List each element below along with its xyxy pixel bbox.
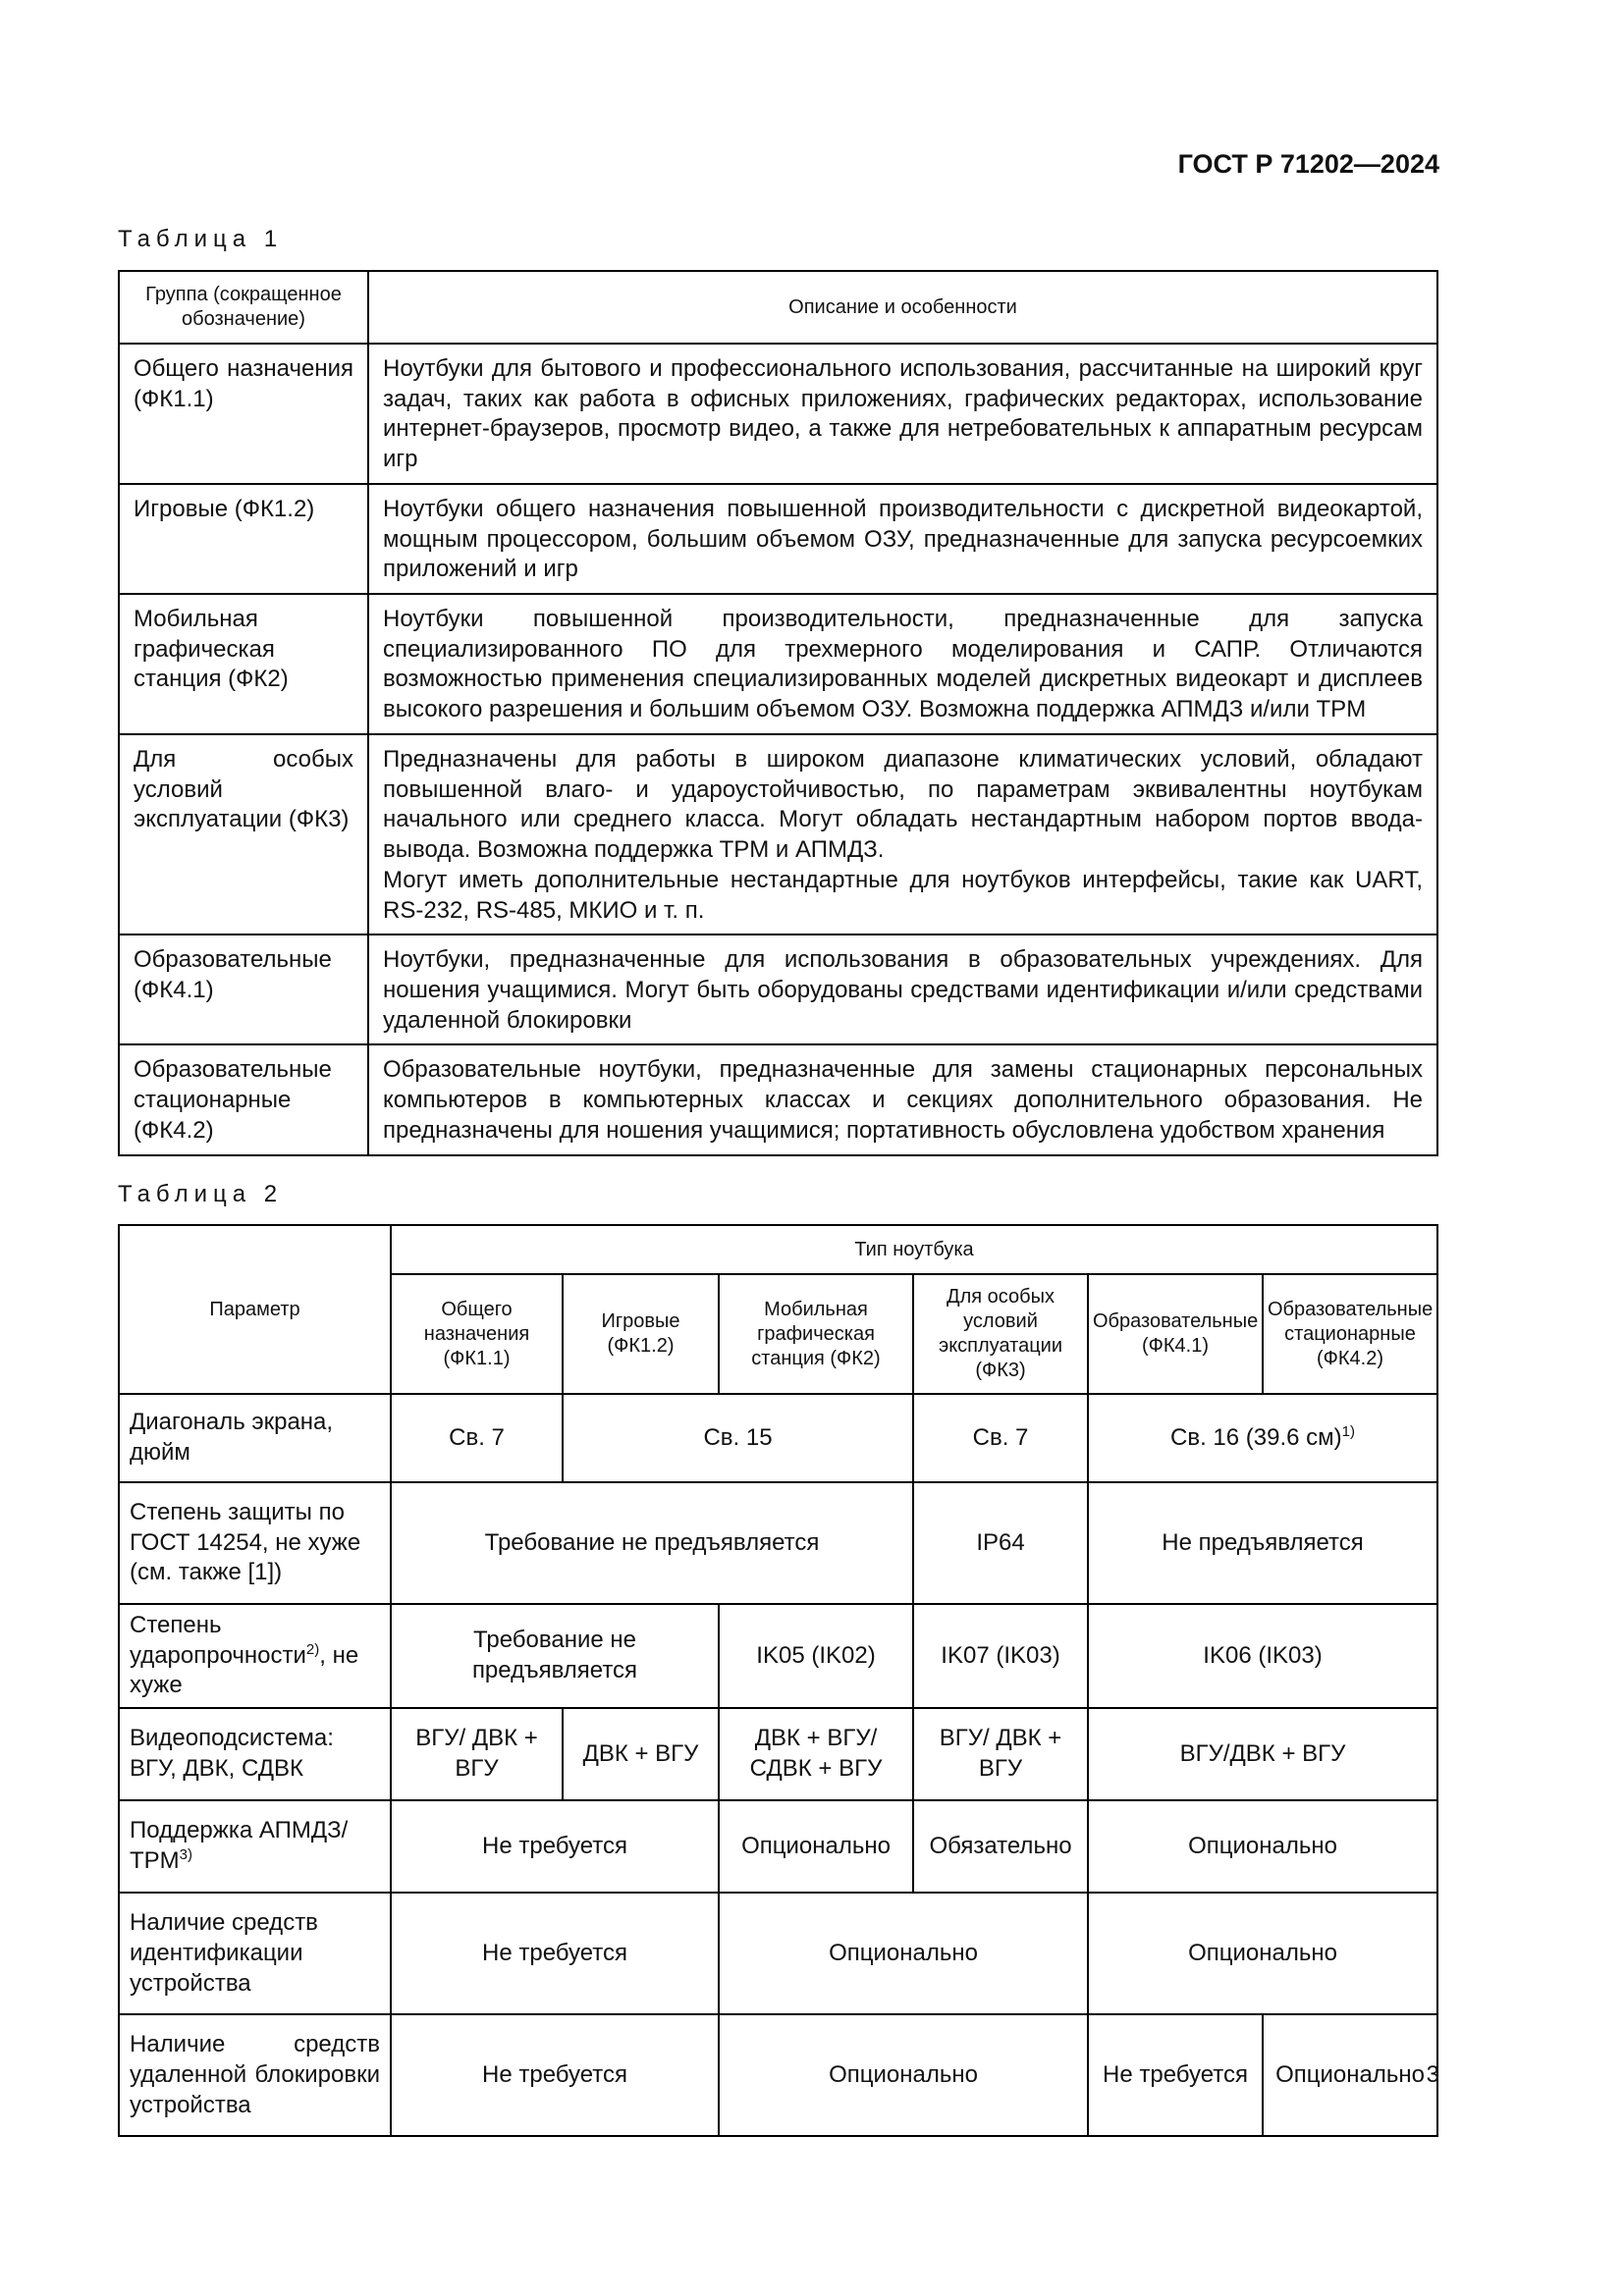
table-row-video xyxy=(119,1708,1437,1800)
table-row xyxy=(119,484,1437,594)
parameter-text: , не хуже xyxy=(130,1641,359,1699)
value-cell: Св. 15 xyxy=(563,1394,913,1482)
value-cell: Опционально xyxy=(1088,1800,1437,1893)
parameter-cell: Видеоподсистема: ВГУ, ДВК, СДВК xyxy=(119,1708,391,1800)
value-cell: IP64 xyxy=(913,1482,1088,1604)
group-cell: Мобильная графическая станция (ФК2) xyxy=(119,594,368,734)
value-cell: IK06 (IK03) xyxy=(1088,1604,1437,1708)
table-row xyxy=(119,1044,1437,1154)
value-cell: Не требуется xyxy=(391,2014,719,2136)
table1 xyxy=(118,270,1438,1156)
table-row-impact xyxy=(119,1604,1437,1708)
type-header-fk2: Мобильная графическая станция (ФК2) xyxy=(719,1274,913,1394)
footnote-ref: 3) xyxy=(179,1846,193,1864)
table-row-protection xyxy=(119,1482,1437,1604)
value-cell: Опционально xyxy=(1088,1893,1437,2014)
value-cell: Опционально xyxy=(719,2014,1088,2136)
value-cell: Требование не предъявляется xyxy=(391,1604,719,1708)
type-header-fk1-1: Общего назначения (ФК1.1) xyxy=(391,1274,563,1394)
value-cell: Требование не предъявляется xyxy=(391,1482,913,1604)
parameter-text: Поддержка АПМДЗ/ TPM xyxy=(130,1817,349,1875)
value-cell: Св. 7 xyxy=(391,1394,563,1482)
parameter-cell: Степень защиты по ГОСТ 14254, не хуже (см. также [1]) xyxy=(119,1482,391,1604)
table-row-identification xyxy=(119,1893,1437,2014)
description-cell xyxy=(368,934,1437,1044)
group-cell: Игровые (ФК1.2) xyxy=(119,484,368,594)
table1-header-description: Описание и особенности xyxy=(368,271,1437,344)
parameter-header: Параметр xyxy=(119,1225,391,1394)
value-cell: Не предъявляется xyxy=(1088,1482,1437,1604)
table-row xyxy=(119,934,1437,1044)
type-header-fk3: Для особых условий эксплуатации (ФК3) xyxy=(913,1274,1088,1394)
table1-header-row xyxy=(119,271,1437,344)
table1-header-group: Группа (сокращенное обозначение) xyxy=(119,271,368,344)
value-cell: ВГУ/ ДВК + ВГУ xyxy=(391,1708,563,1800)
laptop-type-header: Тип ноутбука xyxy=(391,1225,1437,1274)
value-cell: Не требуется xyxy=(1088,2014,1263,2136)
description-cell xyxy=(368,594,1437,734)
parameter-text: Степень ударопрочности xyxy=(130,1612,306,1669)
table2-caption: Таблица 2 xyxy=(118,1181,284,1207)
document-code: ГОСТ Р 71202—2024 xyxy=(1177,149,1439,179)
table-row-apmdz xyxy=(119,1800,1437,1893)
description-cell xyxy=(368,484,1437,594)
description-paragraph: Могут иметь дополнительные нестандартные для ноутбуков интерфейсы, такие как UART, RS-232, RS-485, МКИО и т. п. xyxy=(383,866,1423,924)
table-row xyxy=(119,594,1437,734)
parameter-cell: Наличие средств идентификации устройства xyxy=(119,1893,391,2014)
parameter-cell: Наличие средств удаленной блокировки устройства xyxy=(119,2014,391,2136)
description-cell xyxy=(368,1044,1437,1154)
value-text: Св. 16 (39.6 см) xyxy=(1170,1423,1342,1451)
value-cell: Не требуется xyxy=(391,1800,719,1893)
value-cell: Не требуется xyxy=(391,1893,719,2014)
description-paragraph: Ноутбуки для бытового и профессионального использования, рассчитанные на широкий круг задач, таких как работа в офисных приложениях, графических редакторах, использование интернет-браузеров, просмотр видео, а также для нетребовательных к аппаратным ресурсам игр xyxy=(383,355,1423,473)
value-cell: ВГУ/ ДВК + ВГУ xyxy=(913,1708,1088,1800)
description-paragraph: Предназначены для работы в широком диапазоне климатических условий, обладают повышенной влаго- и удароустойчивостью, по параметрам эквивалентны ноутбукам начального или среднего класса. Могут обладать нестандартным набором портов ввода-вывода. Возможна поддержка TPM и АПМДЗ. xyxy=(383,745,1423,864)
parameter-cell: Диагональ экрана, дюйм xyxy=(119,1394,391,1482)
table-row-diagonal xyxy=(119,1394,1437,1482)
group-cell: Образовательные стационарные (ФК4.2) xyxy=(119,1044,368,1154)
value-cell: ДВК + ВГУ/ СДВК + ВГУ xyxy=(719,1708,913,1800)
type-header-fk1-2: Игровые (ФК1.2) xyxy=(563,1274,719,1394)
value-cell: IK07 (IK03) xyxy=(913,1604,1088,1708)
type-header-fk4-1: Образовательные (ФК4.1) xyxy=(1088,1274,1263,1394)
value-cell: Опционально xyxy=(719,1893,1088,2014)
table-row-remote-lock xyxy=(119,2014,1437,2136)
value-cell: ВГУ/ДВК + ВГУ xyxy=(1088,1708,1437,1800)
parameter-cell xyxy=(119,1800,391,1893)
value-cell: Обязательно xyxy=(913,1800,1088,1893)
parameter-cell xyxy=(119,1604,391,1708)
description-cell xyxy=(368,734,1437,934)
footnote-ref: 1) xyxy=(1341,1422,1355,1440)
group-cell: Общего назначения (ФК1.1) xyxy=(119,344,368,484)
page-number: 3 xyxy=(1426,2061,1439,2088)
description-paragraph: Ноутбуки, предназначенные для использования в образовательных учреждениях. Для ношения учащимися. Могут быть оборудованы средствами идентификации и/или средствами удаленной блокировки xyxy=(383,946,1423,1034)
table-row xyxy=(119,344,1437,484)
description-paragraph: Ноутбуки общего назначения повышенной производительности с дискретной видеокартой, мощным процессором, большим объемом ОЗУ, предназначенные для запуска ресурсоемких приложений и игр xyxy=(383,495,1423,583)
table2-header-row xyxy=(119,1225,1437,1274)
value-cell: Св. 7 xyxy=(913,1394,1088,1482)
description-paragraph: Образовательные ноутбуки, предназначенные для замены стационарных персональных компьютеров в компьютерных классах и секциях дополнительного образования. Не предназначены для ношения учащимися; портативность обусловлена удобством хранения xyxy=(383,1056,1423,1144)
description-paragraph: Ноутбуки повышенной производительности, предназначенные для запуска специализированного ПО для трехмерного моделирования и САПР. Отличаются возможностью применения специализированных моделей дискретных видеокарт и дисплеев высокого разрешения и большим объемом ОЗУ. Возможна поддержка АПМДЗ и/или TPM xyxy=(383,606,1423,723)
description-cell xyxy=(368,344,1437,484)
value-cell: Опционально xyxy=(1263,2014,1437,2136)
table1-caption: Таблица 1 xyxy=(118,226,284,252)
footnote-ref: 2) xyxy=(305,1640,320,1658)
value-cell xyxy=(1088,1394,1437,1482)
type-header-fk4-2: Образовательные стационарные (ФК4.2) xyxy=(1263,1274,1437,1394)
group-cell: Образовательные (ФК4.1) xyxy=(119,934,368,1044)
value-cell: IK05 (IK02) xyxy=(719,1604,913,1708)
value-cell: Опционально xyxy=(719,1800,913,1893)
value-cell: ДВК + ВГУ xyxy=(563,1708,719,1800)
group-cell: Для особых условий эксплуатации (ФК3) xyxy=(119,734,368,934)
table2 xyxy=(118,1224,1438,2137)
table-row xyxy=(119,734,1437,934)
